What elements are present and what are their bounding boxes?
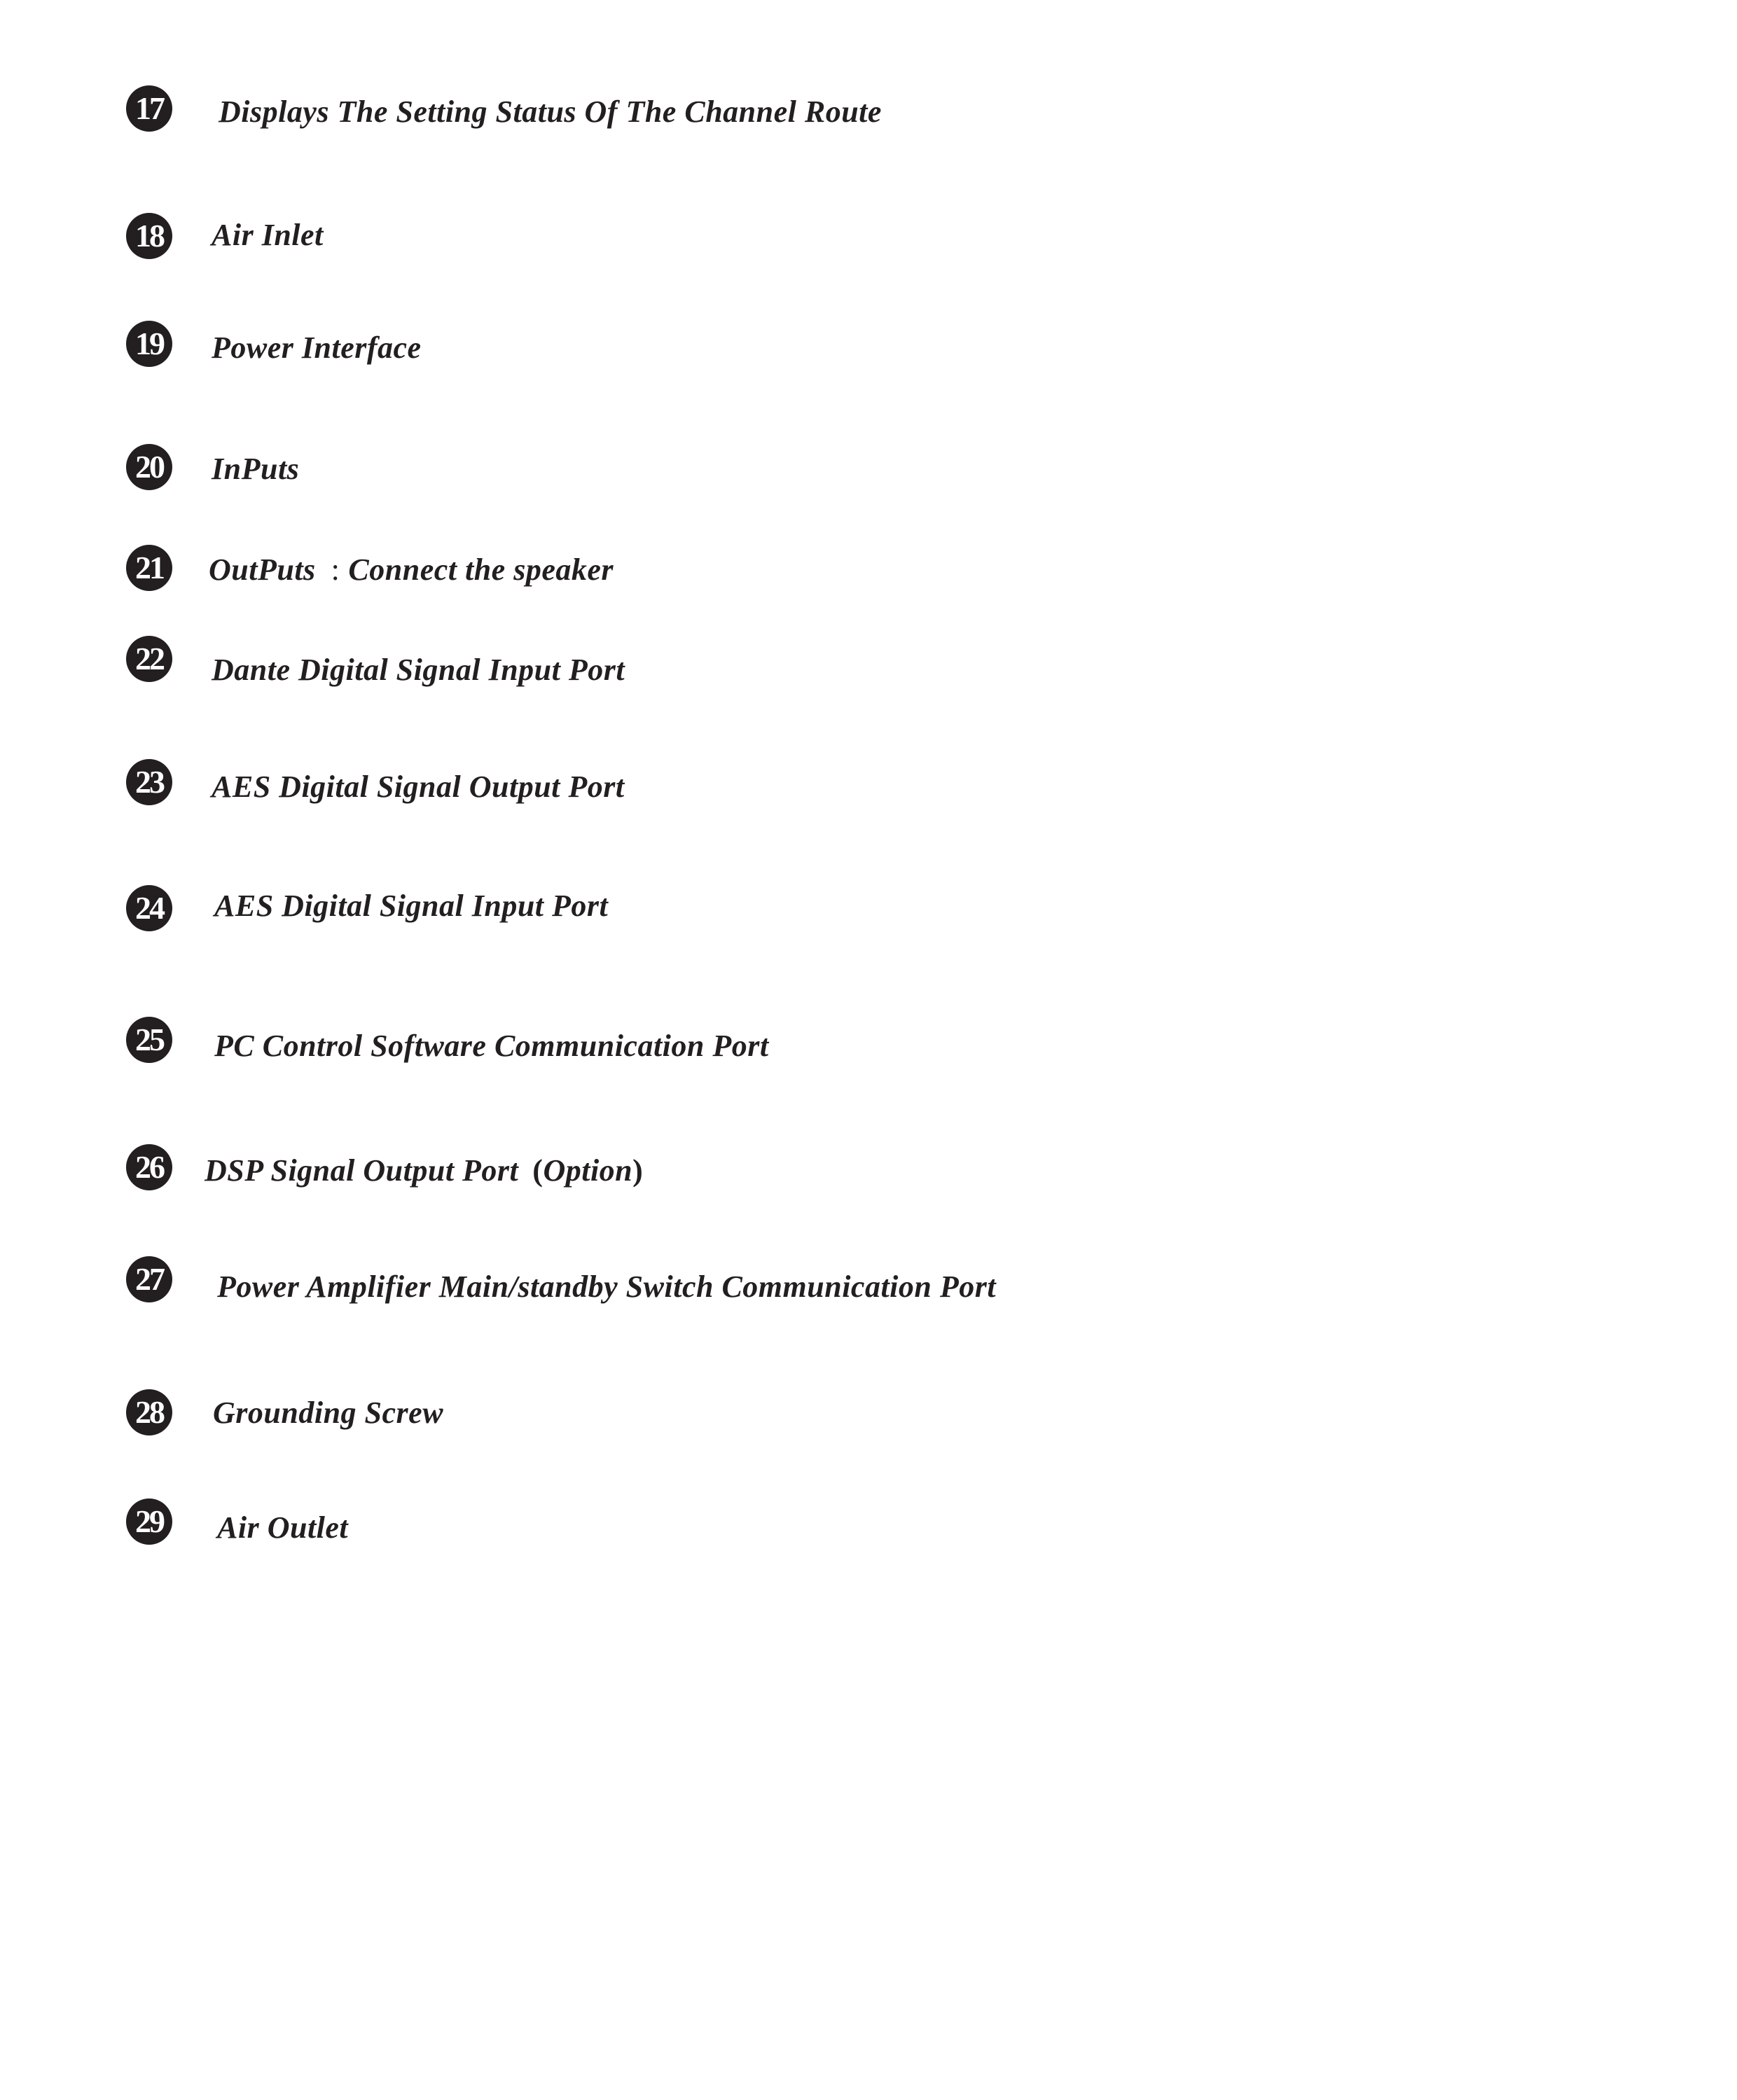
item-label-17: Displays The Setting Status Of The Channel Route: [219, 95, 882, 129]
item-label-22: Dante Digital Signal Input Port: [212, 653, 625, 687]
number-badge-25: 25: [126, 1017, 172, 1063]
item-label-21: [209, 552, 614, 587]
item-label-26: [205, 1155, 643, 1186]
item-label-24: AES Digital Signal Input Port: [214, 889, 609, 923]
item-label-21-text: OutPuts: [209, 552, 316, 587]
number-badge-27: 27: [126, 1256, 172, 1302]
item-label-29: Air Outlet: [217, 1510, 349, 1545]
item-label-27: Power Amplifier Main/standby Switch Communication Port: [217, 1270, 997, 1304]
item-separator-21: :: [331, 552, 340, 587]
number-badge-23: 23: [126, 759, 172, 805]
item-label-25: PC Control Software Communication Port: [214, 1029, 769, 1063]
number-badge-29: 29: [126, 1498, 172, 1545]
number-badge-22: 22: [126, 636, 172, 682]
item-note-26: Option: [543, 1153, 633, 1188]
number-badge-20: 20: [126, 444, 172, 490]
number-badge-19: 19: [126, 321, 172, 367]
item-paren-close-26: ): [632, 1153, 644, 1188]
item-label-18: Air Inlet: [212, 218, 324, 252]
number-badge-17: 17: [126, 85, 172, 132]
number-badge-24: 24: [126, 885, 172, 931]
item-label-20: InPuts: [212, 452, 300, 486]
item-label-23: AES Digital Signal Output Port: [212, 770, 625, 804]
item-note-21: Connect the speaker: [348, 552, 614, 587]
number-badge-18: 18: [126, 213, 172, 259]
number-badge-28: 28: [126, 1389, 172, 1435]
number-badge-26: 26: [126, 1144, 172, 1190]
item-label-28: Grounding Screw: [213, 1396, 444, 1430]
item-paren-open-26: (: [532, 1153, 544, 1188]
item-label-26-text: DSP Signal Output Port: [205, 1153, 519, 1188]
item-label-19: Power Interface: [212, 331, 422, 365]
number-badge-21: 21: [126, 545, 172, 591]
